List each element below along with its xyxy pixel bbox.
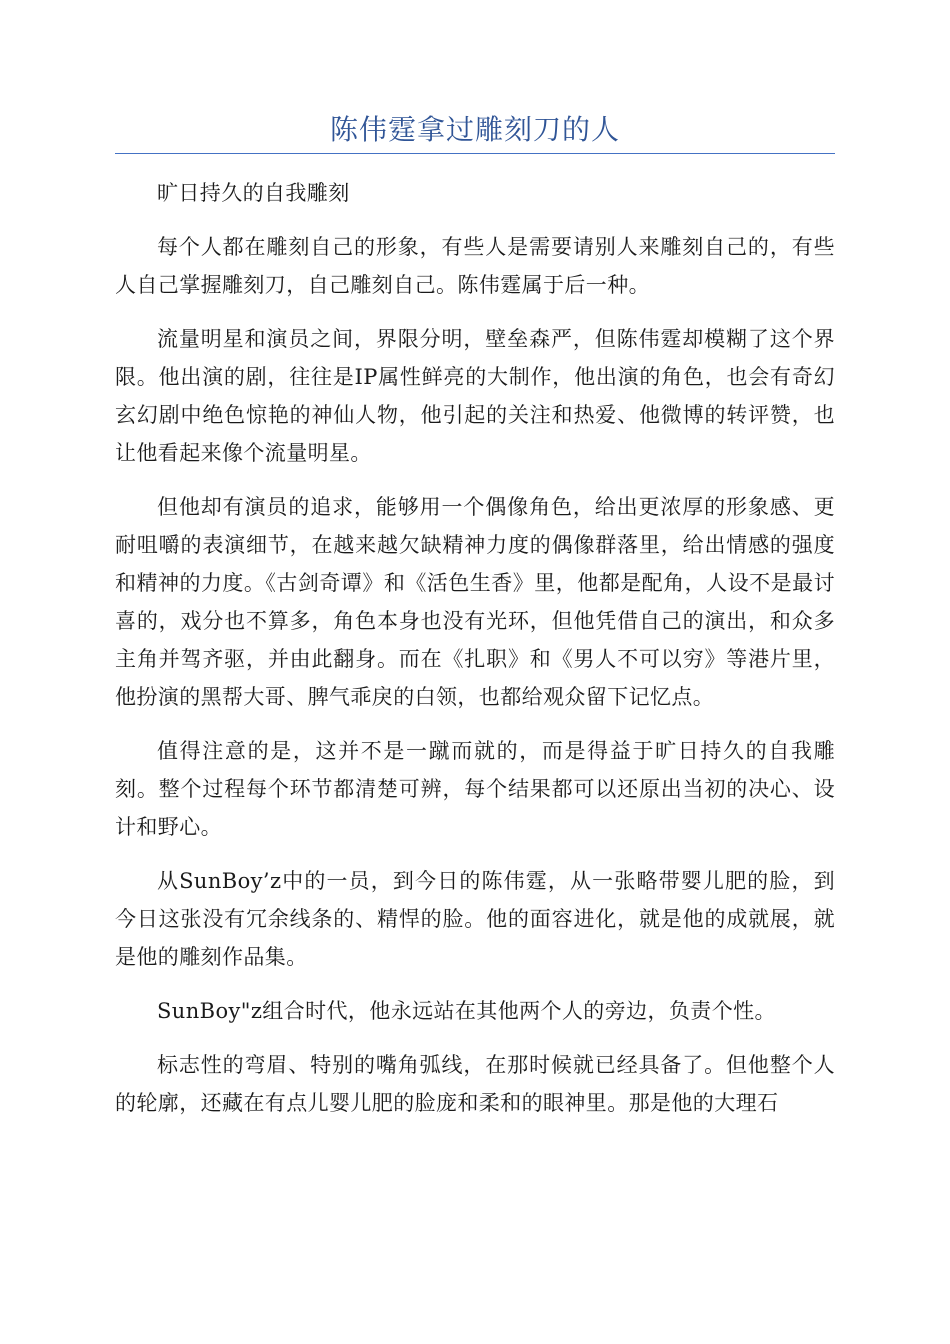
- paragraph: 但他却有演员的追求，能够用一个偶像角色，给出更浓厚的形象感、更耐咀嚼的表演细节，在越来越欠缺精神力度的偶像群落里，给出情感的强度和精神的力度。《古剑奇谭》和《活色生香》里，他都是配角，人设不是最讨喜的，戏分也不算多，角色本身也没有光环，但他凭借自己的演出，和众多主角并驾齐驱，并由此翻身。而在《扎职》和《男人不可以穷》等港片里，他扮演的黑帮大哥、脾气乖戾的白领，也都给观众留下记忆点。: [115, 495, 835, 709]
- paragraph: 每个人都在雕刻自己的形象，有些人是需要请别人来雕刻自己的，有些人自己掌握雕刻刀，自己雕刻自己。陈伟霆属于后一种。: [115, 235, 835, 297]
- document-title: 陈伟霆拿过雕刻刀的人: [329, 113, 620, 146]
- title-underline: [115, 153, 835, 154]
- paragraph: 从SunBoy’z中的一员，到今日的陈伟霆，从一张略带婴儿肥的脸，到今日这张没有冗余线条的、精悍的脸。他的面容进化，就是他的成就展，就是他的雕刻作品集。: [115, 869, 835, 969]
- document-body: [115, 174, 835, 1138]
- paragraph: 值得注意的是，这并不是一蹴而就的，而是得益于旷日持久的自我雕刻。整个过程每个环节都清楚可辨，每个结果都可以还原出当初的决心、设计和野心。: [115, 739, 835, 839]
- paragraph: 流量明星和演员之间，界限分明，壁垒森严，但陈伟霆却模糊了这个界限。他出演的剧，往往是IP属性鲜亮的大制作，他出演的角色，也会有奇幻玄幻剧中绝色惊艳的神仙人物，他引起的关注和热爱、他微博的转评赞，也让他看起来像个流量明星。: [115, 327, 835, 465]
- section-subheading: 旷日持久的自我雕刻: [157, 181, 350, 205]
- paragraph: 标志性的弯眉、特别的嘴角弧线，在那时候就已经具备了。但他整个人的轮廓，还藏在有点儿婴儿肥的脸庞和柔和的眼神里。那是他的大理石: [115, 1053, 835, 1115]
- paragraph: SunBoy"z组合时代，他永远站在其他两个人的旁边，负责个性。: [157, 999, 776, 1023]
